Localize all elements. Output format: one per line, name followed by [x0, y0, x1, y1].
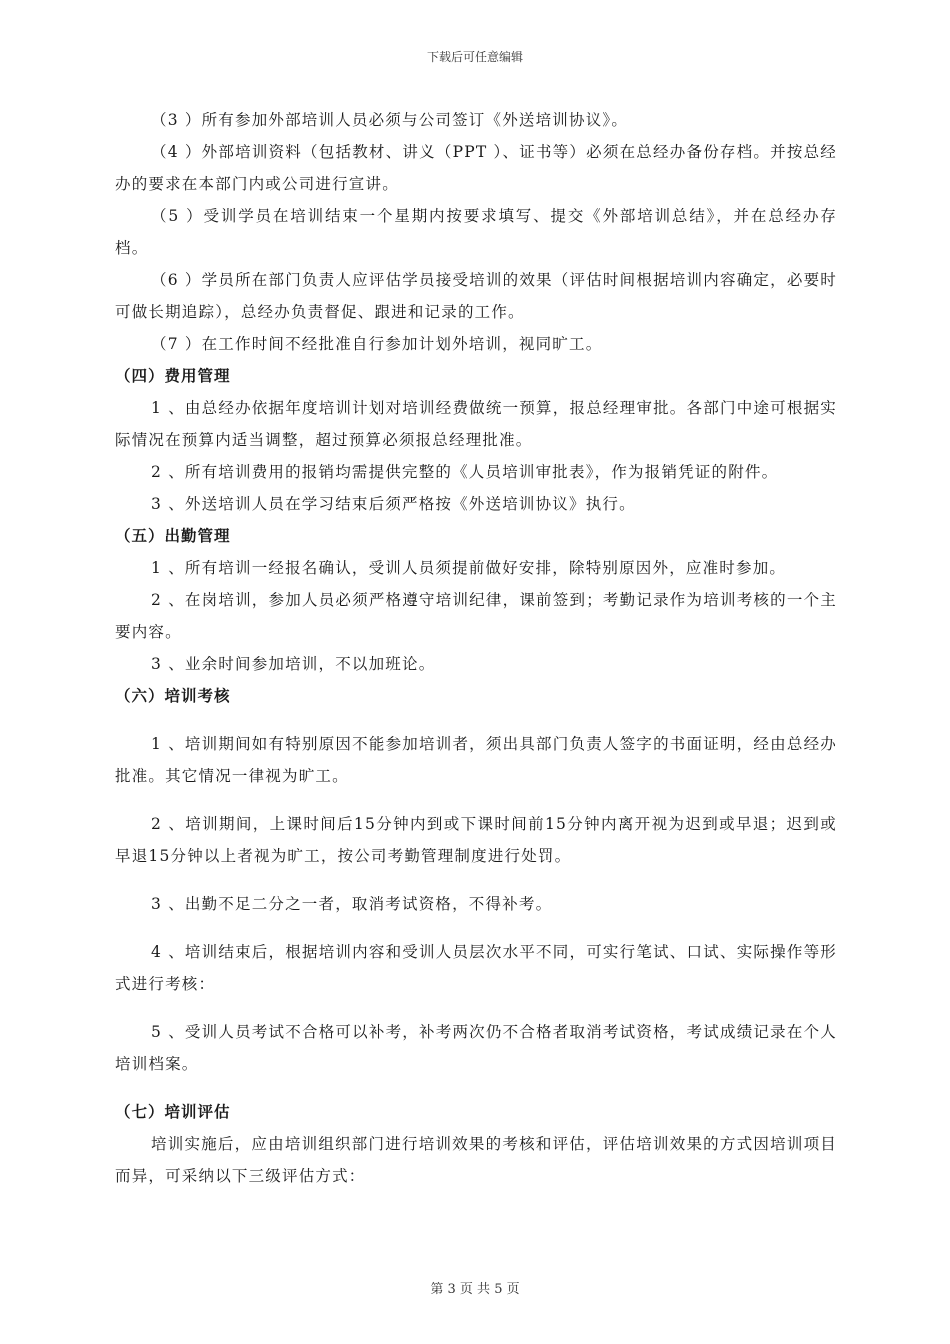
attendance-item-2: 2 、在岗培训，参加人员必须严格遵守培训纪律，课前签到；考勤记录作为培训考核的一个主要内容。 — [115, 591, 837, 641]
attendance-item-3: 3 、业余时间参加培训，不以加班论。 — [151, 655, 436, 673]
document-body — [115, 104, 837, 1192]
paragraph-7: （7 ）在工作时间不经批准自行参加计划外培训，视同旷工。 — [151, 335, 603, 353]
section-heading-evaluation: （七）培训评估 — [115, 1102, 231, 1121]
cost-item-1: 1 、由总经办依据年度培训计划对培训经费做统一预算，报总经理审批。各部门中途可根据实际情况在预算内适当调整，超过预算必须报总经理批准。 — [115, 399, 837, 449]
page-number: 第 3 页 共 5 页 — [430, 1282, 520, 1297]
assessment-item-5: 5 、受训人员考试不合格可以补考，补考两次仍不合格者取消考试资格，考试成绩记录在个人培训档案。 — [115, 1023, 837, 1073]
paragraph-3: （3 ）所有参加外部培训人员必须与公司签订《外送培训协议》。 — [151, 111, 629, 129]
section-heading-assessment: （六）培训考核 — [115, 686, 231, 705]
assessment-item-1: 1 、培训期间如有特别原因不能参加培训者，须出具部门负责人签字的书面证明，经由总经办批准。其它情况一律视为旷工。 — [115, 735, 837, 785]
evaluation-paragraph: 培训实施后，应由培训组织部门进行培训效果的考核和评估，评估培训效果的方式因培训项目而异，可采纳以下三级评估方式： — [115, 1135, 837, 1185]
paragraph-5: （5 ）受训学员在培训结束一个星期内按要求填写、提交《外部培训总结》，并在总经办存档。 — [115, 207, 837, 257]
page-header: 下载后可任意编辑 — [426, 50, 523, 64]
assessment-item-4: 4 、培训结束后，根据培训内容和受训人员层次水平不同，可实行笔试、口试、实际操作等形式进行考核： — [115, 943, 837, 993]
section-heading-cost: （四）费用管理 — [115, 366, 231, 385]
attendance-item-1: 1 、所有培训一经报名确认，受训人员须提前做好安排，除特别原因外，应准时参加。 — [151, 559, 787, 577]
section-heading-attendance: （五）出勤管理 — [115, 526, 231, 545]
cost-item-2: 2 、所有培训费用的报销均需提供完整的《人员培训审批表》，作为报销凭证的附件。 — [151, 463, 779, 481]
paragraph-6: （6 ）学员所在部门负责人应评估学员接受培训的效果（评估时间根据培训内容确定，必要时可做长期追踪），总经办负责督促、跟进和记录的工作。 — [115, 271, 837, 321]
cost-item-3: 3 、外送培训人员在学习结束后须严格按《外送培训协议》执行。 — [151, 495, 636, 513]
paragraph-4: （4 ）外部培训资料（包括教材、讲义（PPT ）、证书等）必须在总经办备份存档。并按总经办的要求在本部门内或公司进行宣讲。 — [115, 143, 837, 193]
assessment-item-3: 3 、出勤不足二分之一者，取消考试资格，不得补考。 — [151, 895, 553, 913]
assessment-item-2: 2 、培训期间，上课时间后15分钟内到或下课时间前15分钟内离开视为迟到或早退；迟到或早退15分钟以上者视为旷工，按公司考勤管理制度进行处罚。 — [115, 815, 837, 865]
